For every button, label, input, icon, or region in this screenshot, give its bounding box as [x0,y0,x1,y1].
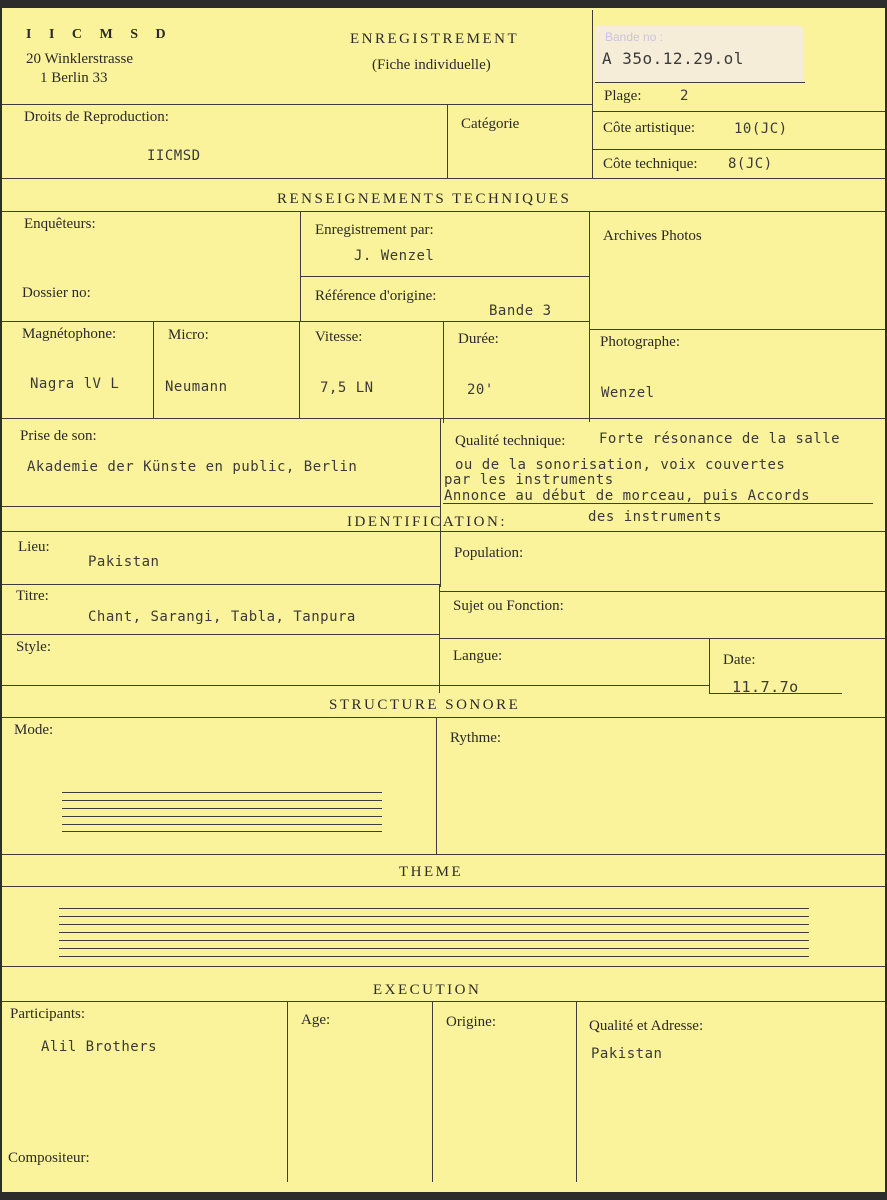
section-title-identification: IDENTIFICATION: [347,514,507,530]
theme-blank-line [59,916,809,917]
mode-blank-line [62,816,382,817]
mode-blank-line [62,792,382,793]
section-title-execution: EXECUTION [373,982,482,998]
magnetophone-label: Magnétophone: [22,326,117,342]
rule [709,693,842,694]
rule [2,178,885,179]
rule [593,111,885,112]
categorie-label: Catégorie [461,116,520,132]
enregistrement-value: J. Wenzel [354,248,435,264]
rule [595,82,805,83]
theme-blank-line [59,956,809,957]
rule [432,1002,433,1182]
prise-de-son-label: Prise de son: [20,428,97,444]
rule [589,212,590,422]
rule [300,212,301,321]
address-line-2: 1 Berlin 33 [40,70,108,86]
droits-label: Droits de Reproduction: [24,109,169,125]
micro-label: Micro: [168,327,209,343]
compositeur-label: Compositeur: [8,1150,90,1166]
mode-blank-line [62,808,382,809]
photographe-label: Photographe: [600,334,680,350]
rule [2,418,885,419]
style-label: Style: [16,639,52,655]
mode-blank-line [62,831,382,832]
rule [2,506,440,507]
section-title-technique: RENSEIGNEMENTS TECHNIQUES [277,191,572,207]
micro-value: Neumann [165,379,228,395]
participants-value: Alil Brothers [41,1039,158,1055]
cote-artistique-value: 10(JC) [734,121,788,137]
droits-value: IICMSD [147,148,201,164]
record-card [2,8,885,1192]
langue-label: Langue: [453,648,503,664]
theme-blank-line [59,924,809,925]
date-value: 11.7.7o [732,678,799,696]
qualite-technique-line-1: Forte résonance de la salle [599,431,841,447]
rule [2,634,439,635]
rythme-label: Rythme: [450,730,502,746]
rule [440,419,441,587]
rule [2,717,885,718]
plage-label: Plage: [604,88,642,104]
duree-value: 20' [467,382,494,398]
qualite-adresse-value: Pakistan [591,1046,663,1062]
lieu-label: Lieu: [18,539,50,555]
rule [443,322,444,423]
rule [440,591,885,592]
date-label: Date: [723,652,756,668]
rule [2,854,885,855]
bande-number: A 35o.12.29.ol [602,49,744,68]
theme-blank-line [59,908,809,909]
rule [2,1001,885,1002]
qualite-adresse-label: Qualité et Adresse: [589,1018,704,1034]
rule [436,718,437,855]
duree-label: Durée: [458,331,499,347]
rule [2,104,592,105]
underline [443,503,873,504]
rule [592,10,593,178]
qualite-technique-label: Qualité technique: [455,433,566,449]
rule [447,105,448,178]
population-label: Population: [454,545,524,561]
theme-blank-line [59,940,809,941]
origine-label: Origine: [446,1014,496,1030]
vitesse-value: 7,5 LN [320,380,374,396]
rule [299,322,300,418]
form-subtitle: (Fiche individuelle) [372,57,491,73]
titre-value: Chant, Sarangi, Tabla, Tanpura [88,609,356,625]
section-title-theme: THEME [399,864,464,880]
age-label: Age: [301,1012,331,1028]
section-title-structure: STRUCTURE SONORE [329,697,521,713]
photographe-value: Wenzel [601,385,655,401]
rule [2,685,709,686]
rule [2,584,440,585]
theme-blank-line [59,948,809,949]
participants-label: Participants: [10,1006,85,1022]
address-line-1: 20 Winklerstrasse [26,51,134,67]
theme-blank-line [59,932,809,933]
rule [590,329,885,330]
rule [287,1002,288,1182]
qualite-technique-line-3: par les instruments [444,472,614,488]
rule [153,322,154,418]
sujet-fonction-label: Sujet ou Fonction: [453,598,564,614]
form-title: ENREGISTREMENT [350,31,520,47]
rule [2,531,885,532]
mode-blank-line [62,800,382,801]
mode-blank-line [62,824,382,825]
qualite-technique-line-4: Annonce au début de morceau, puis Accords [444,488,811,504]
cote-artistique-label: Côte artistique: [603,120,696,136]
mode-label: Mode: [14,722,54,738]
rule [593,149,885,150]
rule [2,211,885,212]
reference-value: Bande 3 [489,303,552,319]
prise-de-son-value: Akademie der Künste en public, Berlin [27,459,358,475]
cote-technique-value: 8(JC) [728,156,773,172]
qualite-technique-line-2: ou de la sonorisation, voix couvertes [455,457,786,473]
rule [439,638,885,639]
enregistrement-label: Enregistrement par: [315,222,434,238]
rule [709,639,710,693]
lieu-value: Pakistan [88,554,160,570]
rule [2,966,885,967]
rule [2,886,885,887]
rule [301,276,589,277]
rule [576,1002,577,1182]
enqueteurs-label: Enquêteurs: [24,216,96,232]
qualite-technique-line-5: des instruments [588,509,722,525]
plage-value: 2 [680,88,689,104]
rule [2,321,589,322]
reference-label: Référence d'origine: [315,288,437,304]
titre-label: Titre: [16,588,49,604]
iicmsd-logo: I I C M S D [26,27,173,42]
rule [439,585,440,693]
archives-photos-label: Archives Photos [603,228,702,244]
dossier-label: Dossier no: [22,285,91,301]
magnetophone-value: Nagra lV L [30,376,120,392]
bande-ghost-label: Bande no : [605,30,664,44]
cote-technique-label: Côte technique: [603,156,698,172]
vitesse-label: Vitesse: [315,329,363,345]
